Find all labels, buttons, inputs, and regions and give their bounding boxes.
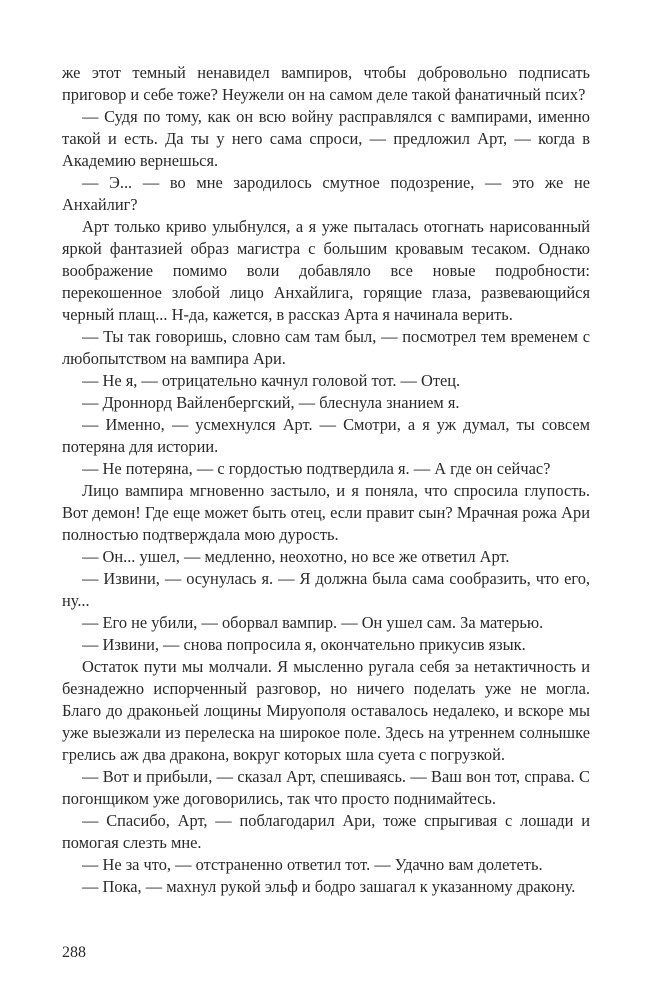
page-number: 288 [62,944,86,961]
paragraph: Остаток пути мы молчали. Я мысленно ругала себя за нетактичность и безнадежно испорченный разговор, но ничего поделать уже не могла. Благо до драконьей лощины Мируополя оставалось недалеко, и вскоре мы уже выезжали из перелеска на широкое поле. Здесь на утреннем солнышке грелись аж два дракона, вокруг которых шла суета с погрузкой. [62,657,590,764]
paragraph: — Э... — во мне зародилось смутное подозрение, — это же не Анхайлиг? [62,173,590,214]
paragraph: — Извини, — осунулась я. — Я должна была сама сообразить, что его, ну... [62,569,590,610]
paragraph: же этот темный ненавидел вампиров, чтобы добровольно подписать приговор и себе тоже? Неужели он на самом деле такой фанатичный псих? [62,63,590,104]
paragraph: — Не за что, — отстраненно ответил тот. — Удачно вам долететь. [82,855,543,874]
paragraph: — Он... ушел, — медленно, неохотно, но все же ответил Арт. [82,547,510,566]
paragraph: — Не я, — отрицательно качнул головой тот. — Отец. [82,371,461,390]
paragraph: — Пока, — махнул рукой эльф и бодро зашагал к указанному дракону. [82,877,576,896]
paragraph: — Судя по тому, как он всю войну расправлялся с вампирами, именно такой и есть. Да ты у него сама спроси, — предложил Арт, — когда в Академию вернешься. [62,107,590,170]
book-page-text [62,62,590,898]
paragraph: — Именно, — усмехнулся Арт. — Смотри, а я уж думал, ты совсем потеряна для истории. [62,415,590,456]
paragraph: — Его не убили, — оборвал вампир. — Он ушел сам. За матерью. [82,613,544,632]
paragraph: — Ты так говоришь, словно сам там был, — посмотрел тем временем с любопытством на вампира Ари. [62,327,590,368]
paragraph: — Извини, — снова попросила я, окончательно прикусив язык. [82,635,526,654]
paragraph: — Дроннорд Вайленбергский, — блеснула знанием я. [82,393,460,412]
paragraph: — Не потеряна, — с гордостью подтвердила я. — А где он сейчас? [82,459,551,478]
paragraph: Арт только криво улыбнулся, а я уже пыталась отогнать нарисованный яркой фантазией образ магистра с большим кровавым тесаком. Однако воображение помимо воли добавляло все новые подробности: перекошенное злобой лицо Анхайлига, горящие глаза, развевающийся черный плащ... Н-да, кажется, в рассказ Арта я начинала верить. [62,217,590,324]
paragraph: Лицо вампира мгновенно застыло, и я поняла, что спросила глупость. Вот демон! Где еще может быть отец, если правит сын? Мрачная рожа Ари полностью подтверждала мою дурость. [62,481,590,544]
paragraph: — Спасибо, Арт, — поблагодарил Ари, тоже спрыгивая с лошади и помогая слезть мне. [62,811,590,852]
paragraph: — Вот и прибыли, — сказал Арт, спешиваясь. — Ваш вон тот, справа. С погонщиком уже договорились, так что просто поднимайтесь. [62,767,590,808]
